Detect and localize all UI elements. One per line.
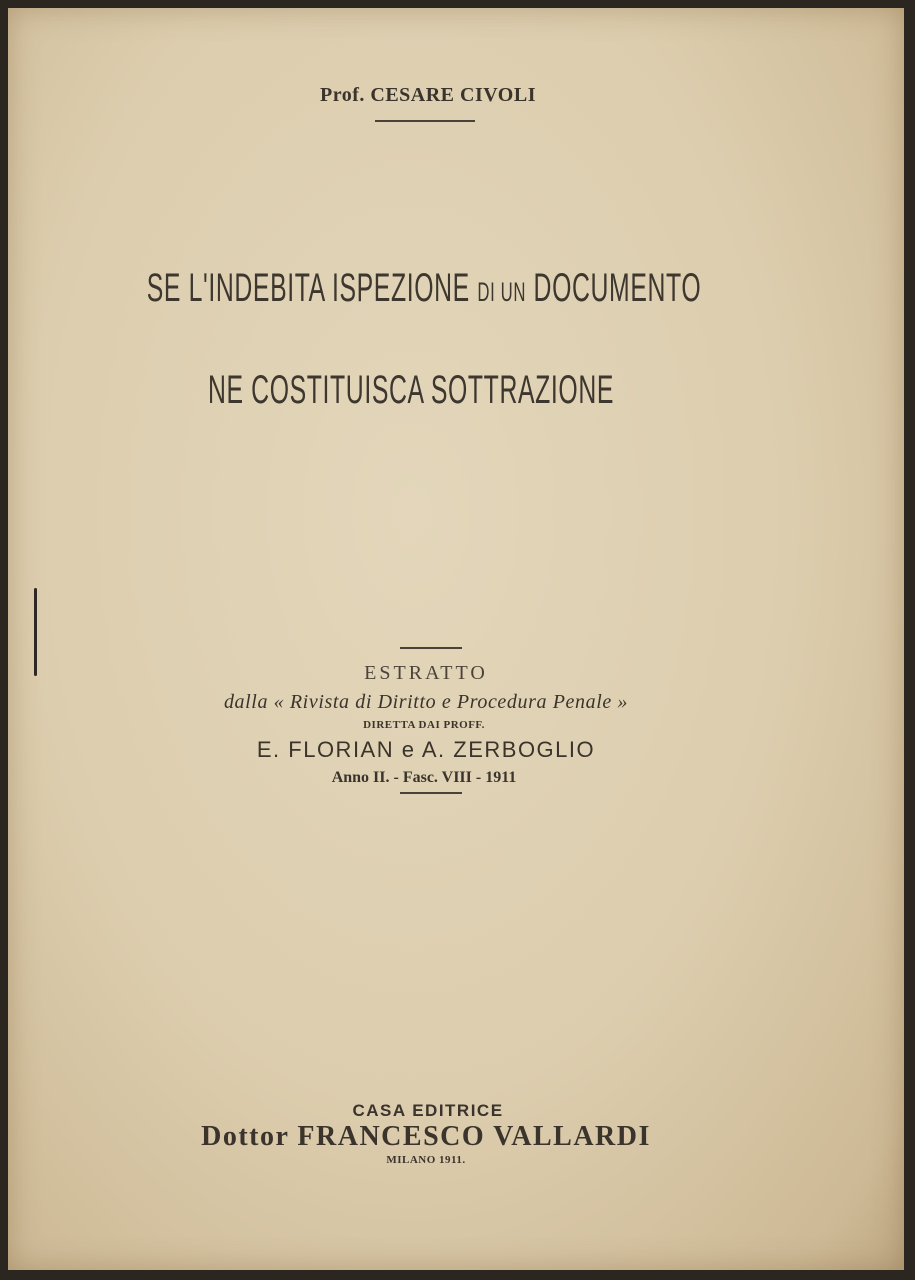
publisher-place-year: MILANO 1911.: [386, 1154, 466, 1166]
document-cover: [8, 8, 904, 1270]
title-part: SE L'INDEBITA ISPEZIONE: [146, 266, 470, 310]
title-part: DOCUMENTO: [533, 266, 702, 310]
author: Prof. CESARE CIVOLI: [320, 84, 536, 106]
extract-heading: ESTRATTO: [364, 662, 488, 684]
divider: [375, 120, 475, 122]
publisher-name: Dottor FRANCESCO VALLARDI: [201, 1121, 651, 1152]
title-small-part: DI UN: [477, 277, 527, 307]
extract-source: dalla « Rivista di Diritto e Procedura Penale »: [223, 691, 629, 713]
issue: Anno II. - Fasc. VIII - 1911: [331, 769, 517, 786]
editors: E. FLORIAN e A. ZERBOGLIO: [256, 737, 596, 762]
divider: [400, 647, 462, 649]
directed-by: DIRETTA DAI PROFF.: [363, 719, 485, 731]
publisher-label: CASA EDITRICE: [352, 1101, 504, 1120]
title-line-2: NE COSTITUISCA SOTTRAZIONE: [207, 368, 615, 412]
title-line-1: [146, 266, 702, 311]
divider: [400, 792, 462, 794]
